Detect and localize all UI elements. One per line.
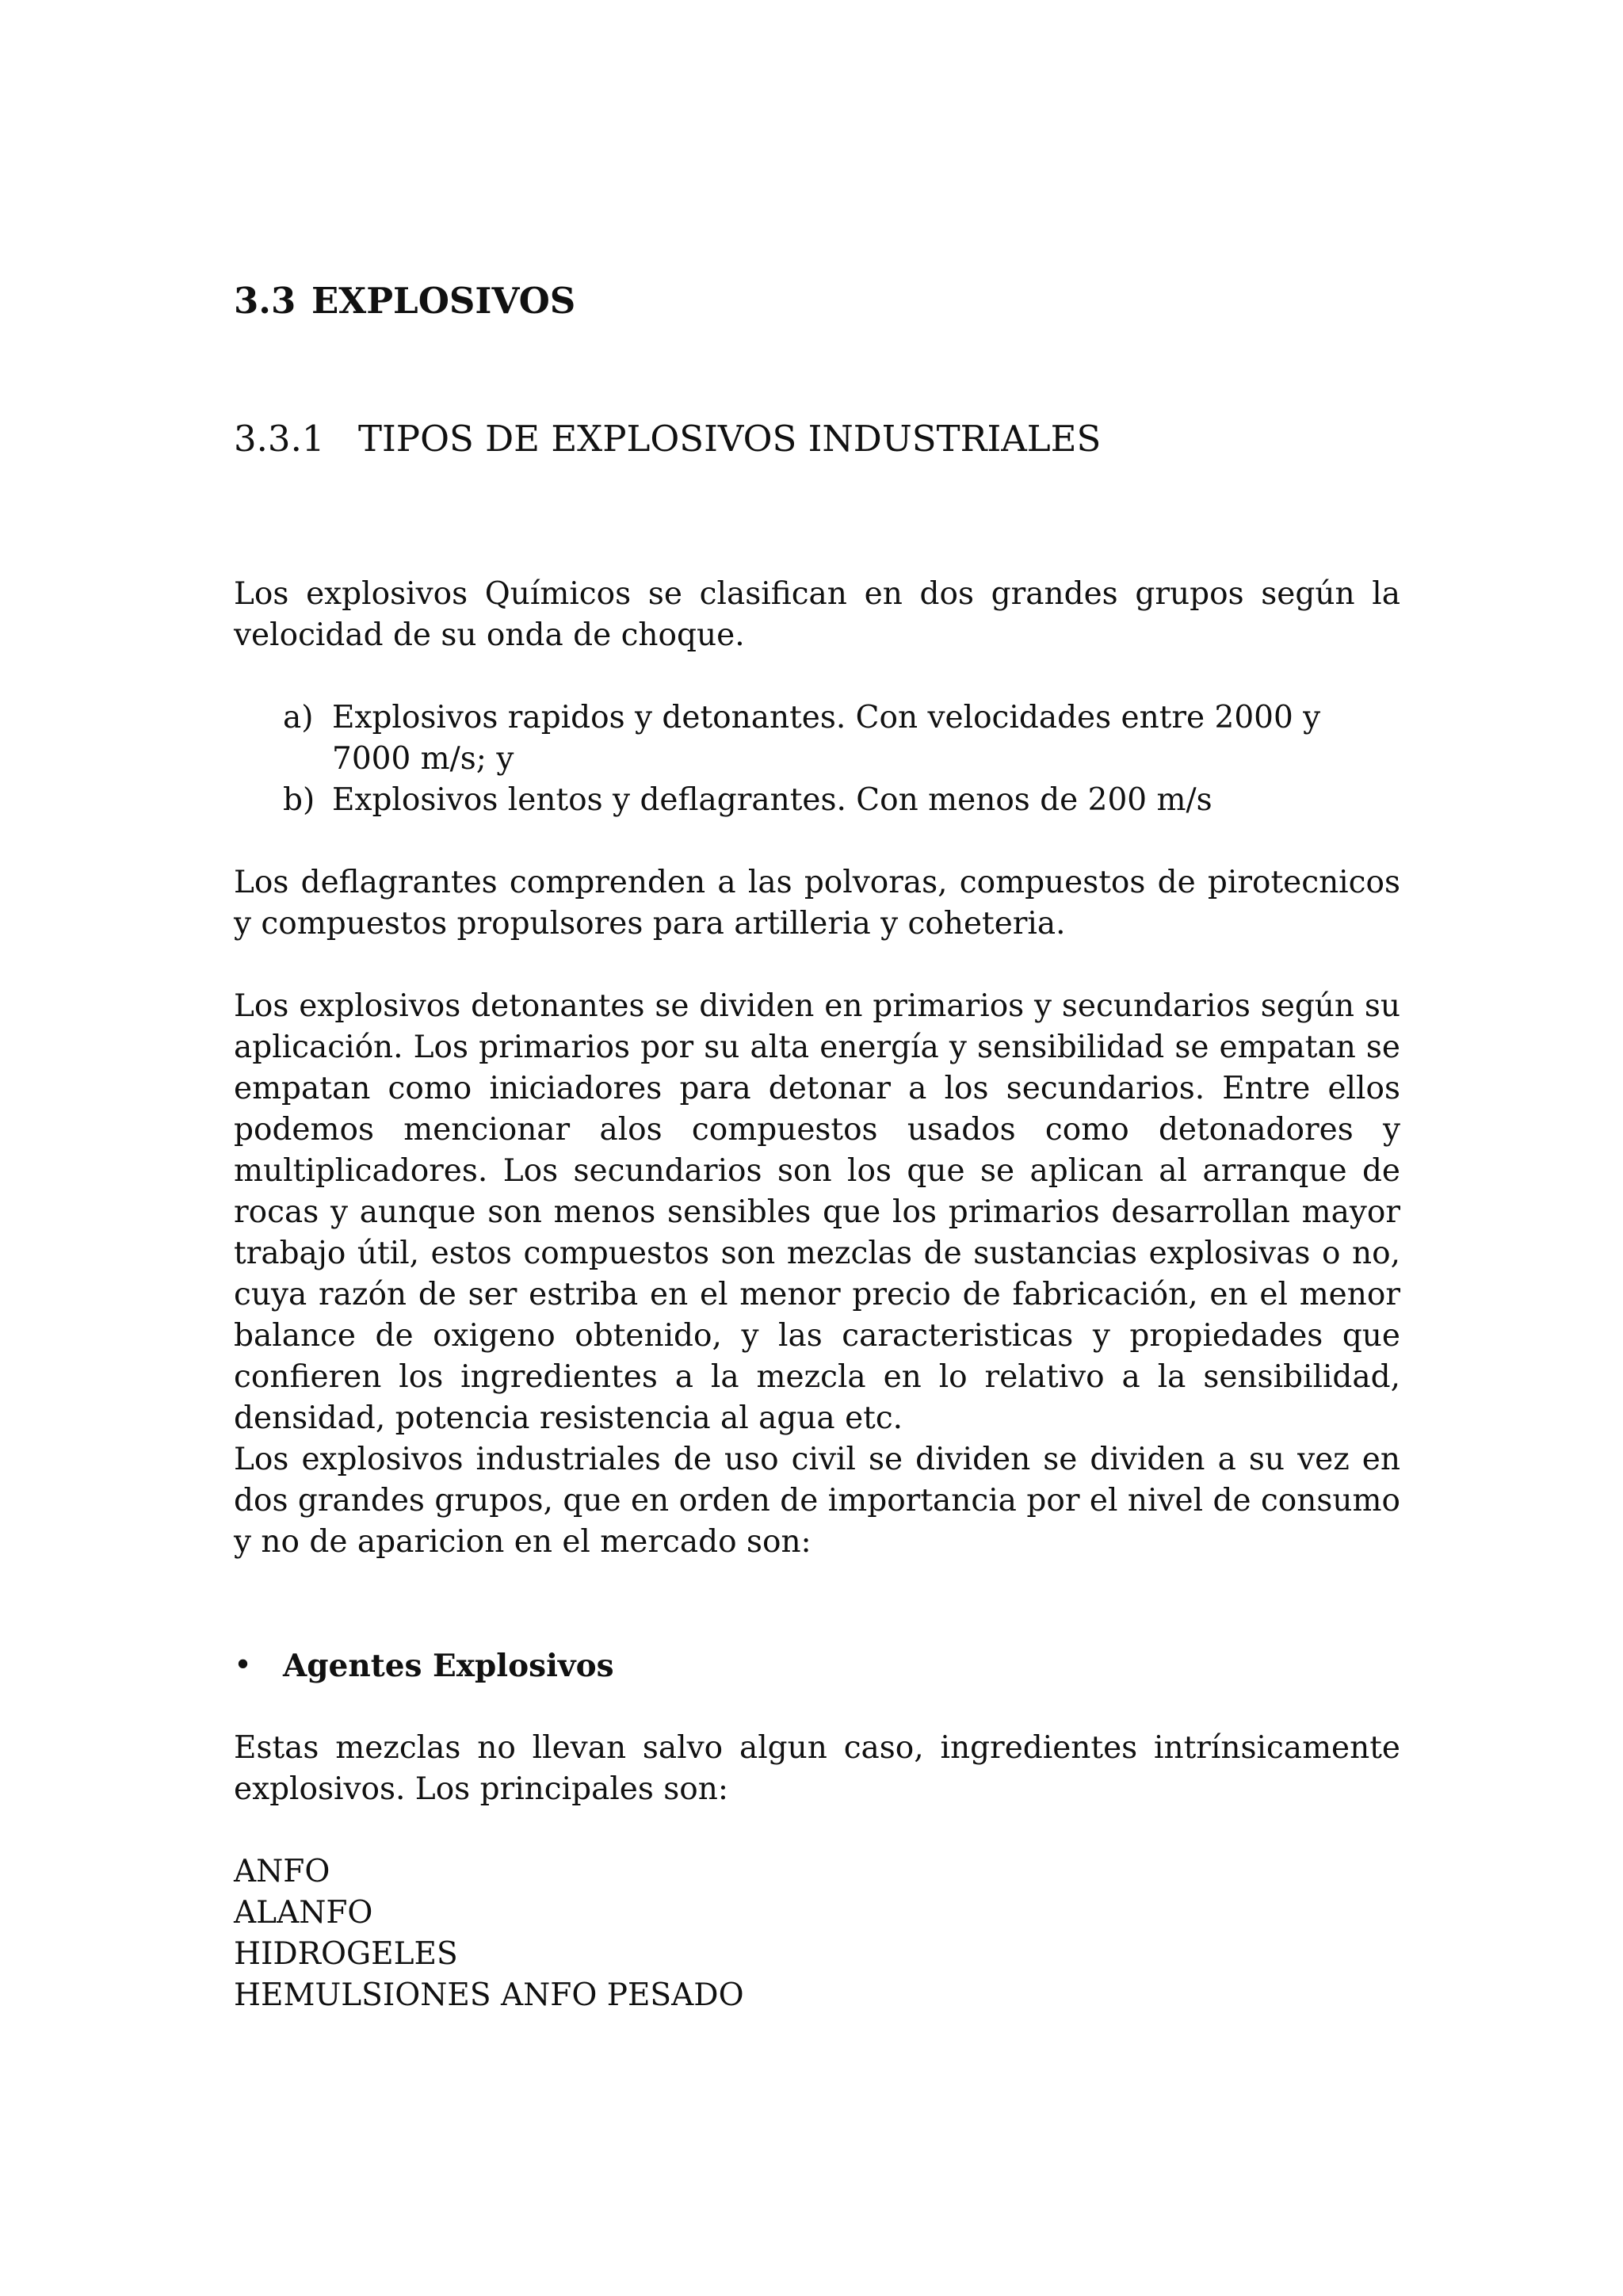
section-title: EXPLOSIVOS — [311, 280, 576, 322]
detonantes-paragraph: Los explosivos detonantes se dividen en primarios y secundarios según su aplicación. Los primarios por su alta energía y sensibilidad se empatan se empatan como iniciadores para detonar a los secundarios. Entre ellos podemos mencionar alos compuestos usados como detonadores y multiplicadores. Los secundarios son los que se aplican al arranque de rocas y aunque son menos sensibles que los primarios desarrollan mayor trabajo útil, estos compuestos son mezclas de sustancias explosivas o no, cuya razón de ser estriba en el menor precio de fabricación, en el menor balance de oxigeno obtenido, y las caracteristicas y propiedades que confieren los ingredientes a la mezcla en lo relativo a la sensibilidad, densidad, potencia resistencia al agua etc. — [234, 988, 1400, 1436]
intro-paragraph: Los explosivos Químicos se clasifican en dos grandes grupos según la velocidad de su onda de choque. — [234, 576, 1400, 653]
agentes-heading — [234, 1645, 1400, 1687]
list-item: HIDROGELES — [234, 1936, 458, 1972]
agentes-paragraph: Estas mezclas no llevan salvo algun caso, ingredientes intrínsicamente explosivos. Los principales son: — [234, 1730, 1400, 1807]
section-number: 3.3 — [234, 280, 296, 322]
list-marker: a) — [283, 700, 314, 735]
section-heading — [234, 277, 1400, 325]
subsection-heading — [234, 415, 1400, 463]
list-marker: b) — [283, 782, 315, 818]
explosive-types-list — [234, 697, 1400, 821]
list-item: ANFO — [234, 1854, 330, 1889]
agents-list — [234, 1851, 1400, 2016]
list-item — [283, 697, 1400, 780]
deflagrantes-paragraph: Los deflagrantes comprenden a las polvoras, compuestos de pirotecnicos y compuestos propulsores para artilleria y coheteria. — [234, 865, 1400, 942]
agentes-heading-label: Agentes Explosivos — [283, 1648, 614, 1684]
subsection-title: TIPOS DE EXPLOSIVOS INDUSTRIALES — [358, 418, 1102, 460]
list-item — [283, 780, 1400, 821]
list-item: HEMULSIONES ANFO PESADO — [234, 1977, 744, 2013]
list-item-text: Explosivos rapidos y detonantes. Con velocidades entre 2000 y 7000 m/s; y — [332, 700, 1321, 777]
list-item-text: Explosivos lentos y deflagrantes. Con menos de 200 m/s — [332, 782, 1212, 818]
list-item: ALANFO — [234, 1895, 373, 1931]
subsection-number: 3.3.1 — [234, 418, 325, 460]
bullet-icon: • — [234, 1648, 253, 1683]
industriales-paragraph: Los explosivos industriales de uso civil se dividen se dividen a su vez en dos grandes grupos, que en orden de importancia por el nivel de consumo y no de aparicion en el mercado son: — [234, 1442, 1400, 1560]
document-page — [234, 277, 1400, 2016]
